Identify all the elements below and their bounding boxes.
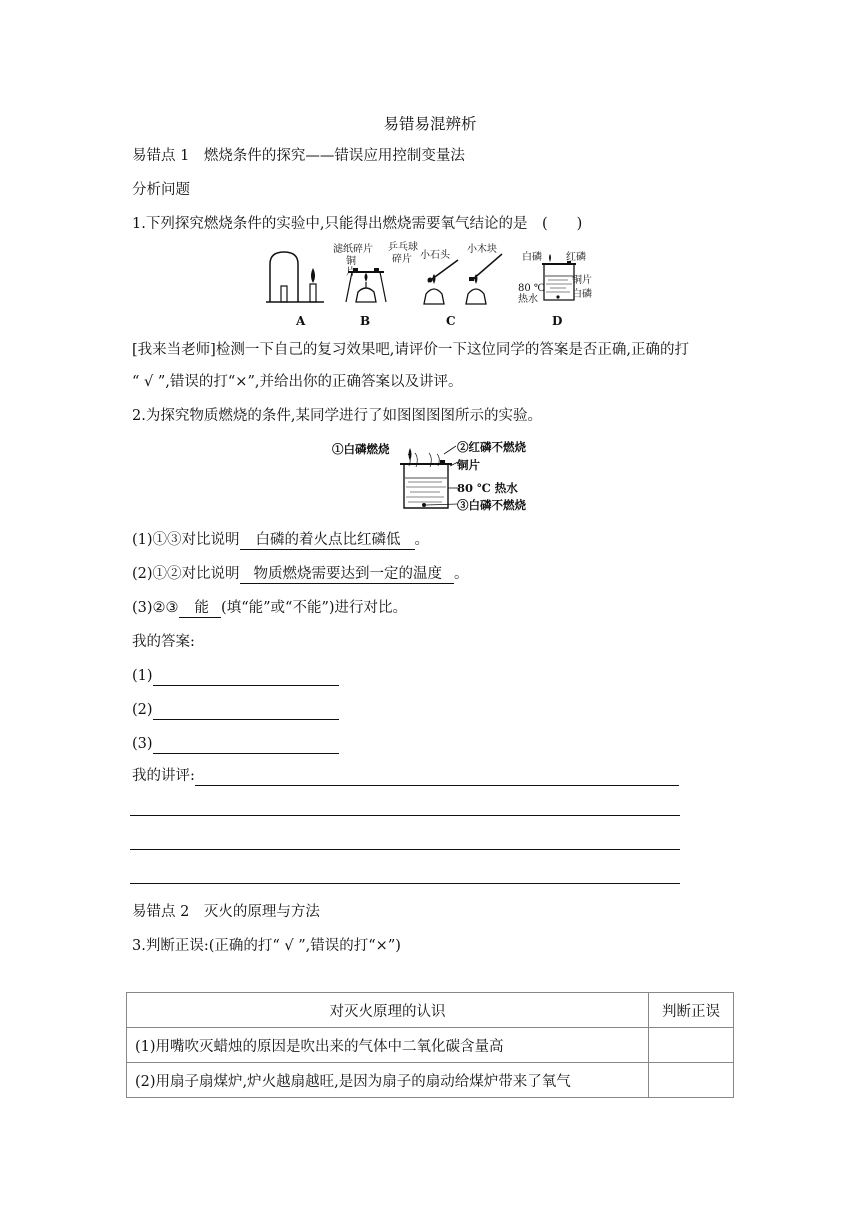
teacher-prompt-line2: “ √ ”,错误的打“×”,并给出你的正确答案以及讲评。 — [132, 374, 463, 390]
my-answer-2 — [132, 700, 339, 720]
my-answer-1-blank[interactable] — [153, 670, 339, 686]
my-comment-blank-4[interactable] — [130, 883, 680, 884]
q1-label-tong: 铜 — [346, 256, 356, 267]
my-comment — [132, 766, 679, 786]
section1-heading: 易错点 1 燃烧条件的探究——错误应用控制变量法 — [132, 148, 465, 164]
option-d-label: D — [552, 314, 563, 328]
q1-label-80c: 80 ℃ — [518, 283, 546, 294]
q2-label-tongpian: 铜片 — [457, 458, 480, 472]
option-b-label: B — [360, 314, 371, 328]
q2-item-2 — [132, 564, 469, 584]
table-header-cognition: 对灭火原理的认识 — [127, 993, 649, 1028]
my-answer-1 — [132, 666, 339, 686]
q2-item-2-suffix: 。 — [454, 566, 469, 582]
q1-label-pingpang: 乒乓球 — [388, 242, 418, 253]
my-comment-blank-1[interactable] — [195, 770, 679, 786]
q2-label-reshui: 80 ℃ 热水 — [457, 481, 518, 495]
table-row — [127, 1028, 734, 1063]
q1-label-xiaomukuai: 小木块 — [467, 244, 497, 255]
table-cell-judgement-input[interactable] — [649, 1028, 734, 1063]
option-c-label: C — [446, 314, 456, 328]
q2-item-1 — [132, 530, 429, 550]
question-3-text: 3.判断正误:(正确的打“ √ ”,错误的打“×”) — [132, 938, 401, 954]
q2-label-1: ①白磷燃烧 — [332, 442, 390, 456]
my-answer-3-label: (3) — [132, 736, 153, 752]
q1-label-baiLin-bottom: 白磷 — [572, 289, 592, 300]
q2-item-1-suffix: 。 — [414, 532, 430, 548]
table-cell-statement: (1)用嘴吹灭蜡烛的原因是吹出来的气体中二氧化碳含量高 — [127, 1028, 649, 1063]
my-answer-1-label: (1) — [132, 668, 153, 684]
q1-label-baiLin-top: 白磷 — [522, 252, 542, 263]
q2-item-2-prefix: (2)①②对比说明 — [132, 566, 240, 582]
my-answer-3-blank[interactable] — [153, 738, 339, 754]
my-answer-3 — [132, 734, 339, 754]
q2-item-3 — [132, 598, 407, 618]
q1-label-pian: 片 — [346, 267, 356, 278]
table-cell-judgement-input[interactable] — [649, 1063, 734, 1098]
q1-label-tongpian: 铜片 — [572, 275, 592, 286]
q2-item-3-answer: 能 — [179, 600, 222, 618]
q2-label-2: ②红磷不燃烧 — [457, 440, 526, 454]
option-a-label: A — [296, 314, 306, 328]
q2-item-3-prefix: (3)②③ — [132, 600, 179, 616]
q1-label-honglin: 红磷 — [566, 252, 586, 263]
q1-label-xiaoshitou: 小石头 — [420, 250, 450, 261]
table-header-judgement: 判断正误 — [649, 993, 734, 1028]
section1-subheading: 分析问题 — [132, 182, 190, 198]
teacher-prompt-line1: [我来当老师]检测一下自己的复习效果吧,请评价一下这位同学的答案是否正确,正确的打 — [132, 342, 690, 358]
q2-label-3: ③白磷不燃烧 — [457, 498, 526, 512]
q2-item-2-answer: 物质燃烧需要达到一定的温度 — [240, 566, 455, 584]
judgement-table — [126, 992, 734, 1098]
my-answer-2-label: (2) — [132, 702, 153, 718]
table-header-row — [127, 993, 734, 1028]
q1-label-lvzhi: 滤纸碎片 — [333, 244, 373, 255]
table-row — [127, 1063, 734, 1098]
q1-label-reshui: 热水 — [518, 294, 538, 305]
my-comment-label: 我的讲评: — [132, 768, 195, 784]
q2-item-1-answer: 白磷的着火点比红磷低 — [240, 532, 415, 550]
my-answer-label: 我的答案: — [132, 634, 195, 650]
q2-item-1-prefix: (1)①③对比说明 — [132, 532, 240, 548]
option-a-diagram — [266, 252, 324, 302]
my-comment-blank-3[interactable] — [130, 849, 680, 850]
question-2-text: 2.为探究物质燃烧的条件,某同学进行了如图图图图所示的实验。 — [132, 408, 542, 424]
question-1-text: 1.下列探究燃烧条件的实验中,只能得出燃烧需要氧气结论的是 ( ) — [132, 216, 583, 232]
q1-label-suipian: 碎片 — [392, 254, 412, 265]
option-c-diagram — [424, 254, 502, 304]
q2-item-3-suffix: (填“能”或“不能”)进行对比。 — [221, 600, 408, 616]
my-comment-blank-2[interactable] — [130, 815, 680, 816]
my-answer-2-blank[interactable] — [153, 704, 339, 720]
table-cell-statement: (2)用扇子扇煤炉,炉火越扇越旺,是因为扇子的扇动给煤炉带来了氧气 — [127, 1063, 649, 1098]
page-title: 易错易混辨析 — [383, 115, 477, 133]
section2-heading: 易错点 2 灭火的原理与方法 — [132, 904, 320, 920]
